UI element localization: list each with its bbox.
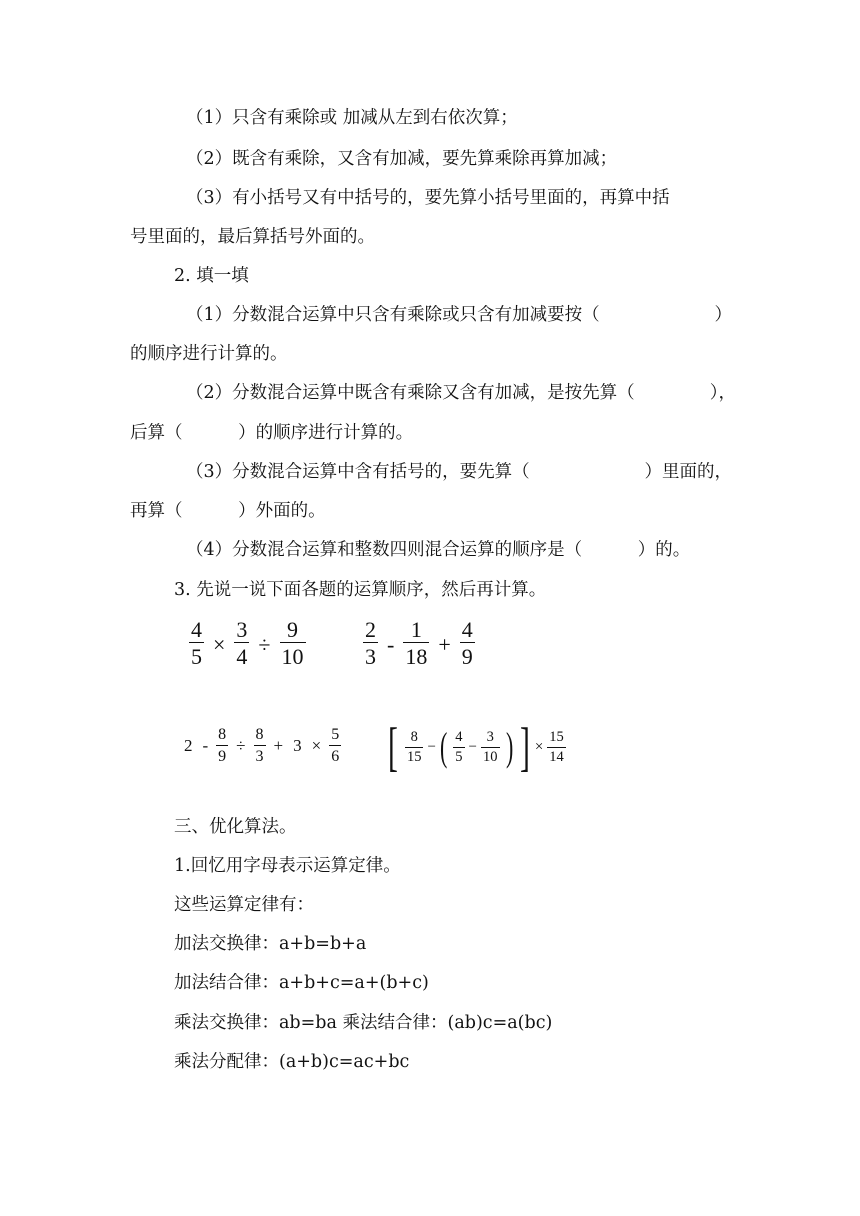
optimize-heading: 三、优化算法。 xyxy=(174,817,297,837)
fraction xyxy=(405,728,424,767)
denominator: 9 xyxy=(218,748,227,765)
denominator: 6 xyxy=(331,748,340,765)
section2-heading: 2. 填一填 xyxy=(174,266,249,286)
left-bracket: [ xyxy=(388,717,398,777)
fill-q3-line1 xyxy=(186,459,732,485)
fill-q3-blank-close: ）里面的， xyxy=(644,462,732,482)
operator: − xyxy=(427,738,436,755)
operator: × xyxy=(311,735,322,755)
fill-q2-line1 xyxy=(186,380,736,406)
operator: + xyxy=(438,631,451,657)
expression-2 xyxy=(360,618,478,671)
numerator: 3 xyxy=(236,617,248,642)
fraction xyxy=(363,618,378,671)
rule-3-line2: 号里面的，最后算括号外面的。 xyxy=(130,227,375,247)
fill-q4: （4）分数混合运算和整数四则混合运算的顺序是（ ）的。 xyxy=(186,540,691,560)
fill-q3-text: （3）分数混合运算中含有括号的，要先算（ xyxy=(186,462,530,482)
numerator: 2 xyxy=(365,617,376,642)
fill-q1-line2: 的顺序进行计算的。 xyxy=(130,344,288,364)
fraction xyxy=(329,724,341,767)
fraction xyxy=(254,724,266,767)
denominator: 15 xyxy=(406,748,422,765)
optimize-item-1: 1.回忆用字母表示运算定律。 xyxy=(174,856,401,876)
numerator: 1 xyxy=(410,617,422,642)
numerator: 3 xyxy=(486,728,494,745)
fill-q2-text: （2）分数混合运算中既含有乘除又含有加减，是按先算（ xyxy=(186,383,635,403)
numerator: 4 xyxy=(191,617,202,642)
law-additive-commutative: 加法交换律：a+b=b+a xyxy=(174,934,367,954)
numerator: 8 xyxy=(218,726,227,743)
rule-1: （1）只含有乘除或 加减从左到右依次算； xyxy=(186,108,518,128)
fill-q1-line1 xyxy=(186,302,732,328)
expression-3 xyxy=(184,724,344,767)
denominator: 3 xyxy=(365,644,376,669)
denominator: 10 xyxy=(281,644,304,669)
operator: − xyxy=(468,738,477,755)
fraction xyxy=(453,728,464,767)
fraction xyxy=(234,618,249,671)
left-paren: ( xyxy=(439,724,448,769)
laws-intro: 这些运算定律有： xyxy=(174,895,314,915)
operator: ÷ xyxy=(236,735,246,755)
operator: × xyxy=(213,631,226,657)
denominator: 3 xyxy=(255,748,264,765)
denominator: 5 xyxy=(191,644,202,669)
number: 3 xyxy=(293,735,302,755)
operator: ÷ xyxy=(258,631,271,657)
denominator: 10 xyxy=(483,748,498,765)
right-bracket: ] xyxy=(519,717,530,777)
numerator: 9 xyxy=(287,617,298,642)
fraction xyxy=(481,728,500,767)
denominator: 5 xyxy=(455,748,463,765)
fill-q1-blank-close: ） xyxy=(714,305,732,325)
fraction xyxy=(403,618,429,671)
fill-q2-blank-close: ）， xyxy=(709,383,736,403)
fraction xyxy=(189,618,204,671)
expression-1 xyxy=(186,618,309,671)
denominator: 4 xyxy=(236,644,248,669)
fill-q1-text: （1）分数混合运算中只含有乘除或只含有加减要按（ xyxy=(186,305,600,325)
law-distributive: 乘法分配律：(a+b)c=ac+bc xyxy=(174,1052,410,1072)
law-additive-associative: 加法结合律：a+b+c=a+(b+c) xyxy=(174,973,429,993)
numerator: 5 xyxy=(331,726,340,743)
right-paren: ) xyxy=(505,724,513,769)
numerator: 4 xyxy=(461,617,473,642)
denominator: 9 xyxy=(461,644,473,669)
number: 2 xyxy=(184,735,193,755)
fraction xyxy=(216,724,228,767)
denominator: 14 xyxy=(549,748,564,765)
fraction xyxy=(460,618,475,671)
fraction xyxy=(547,728,566,767)
numerator: 15 xyxy=(549,728,564,745)
fill-q3-line2: 再算（ ）外面的。 xyxy=(130,501,326,521)
numerator: 8 xyxy=(255,726,264,743)
operator: - xyxy=(202,735,209,755)
operator: + xyxy=(273,735,284,755)
numerator: 8 xyxy=(410,728,418,745)
law-multiplicative: 乘法交换律：ab=ba 乘法结合律：(ab)c=a(bc) xyxy=(174,1013,553,1033)
denominator: 18 xyxy=(405,644,428,669)
section3-heading: 3. 先说一说下面各题的运算顺序，然后再计算。 xyxy=(174,580,547,600)
fill-q2-line2: 后算（ ）的顺序进行计算的。 xyxy=(130,423,414,443)
fraction xyxy=(280,618,306,671)
expression-4 xyxy=(384,717,569,777)
operator: - xyxy=(387,631,395,657)
rule-2: （2）既含有乘除，又含有加减，要先算乘除再算加减； xyxy=(186,149,618,169)
numerator: 4 xyxy=(455,728,463,745)
operator: × xyxy=(534,738,544,755)
rule-3-line1: （3）有小括号又有中括号的，要先算小括号里面的，再算中括 xyxy=(186,188,670,208)
